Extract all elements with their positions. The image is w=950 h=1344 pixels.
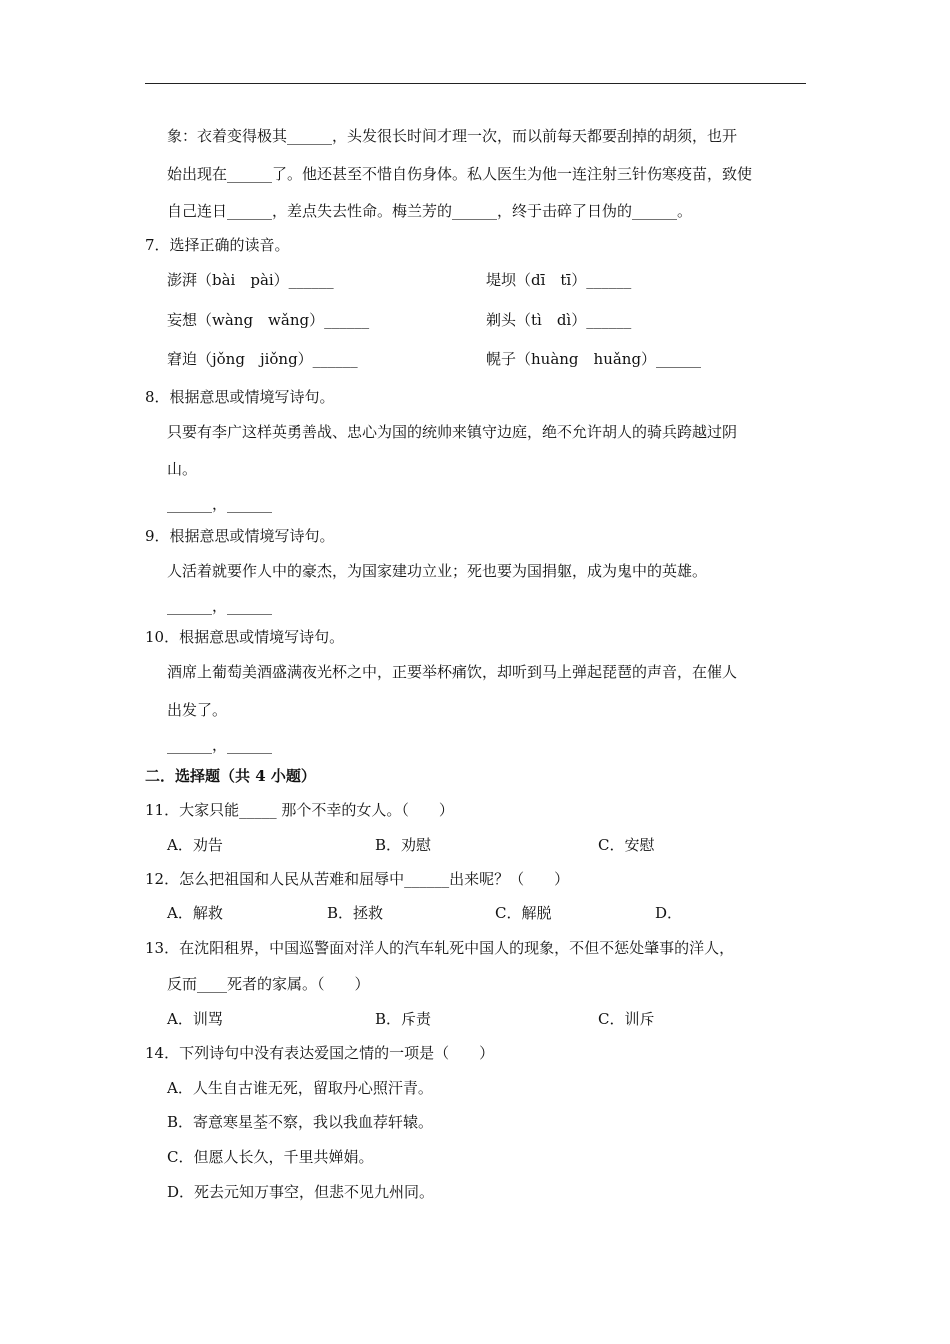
q10-text-1: 酒席上葡萄美酒盛满夜光杯之中，正要举杯痛饮，却听到马上弹起琵琶的声音，在催人 bbox=[167, 663, 738, 681]
q7-item-3: 妄想（wàng wǎng）______ bbox=[167, 311, 370, 329]
question-13-title: 13．在沈阳租界，中国巡警面对洋人的汽车轧死中国人的现象，不但不惩处肇事的洋人， bbox=[145, 939, 735, 957]
question-12-title: 12．怎么把祖国和人民从苦难和屈辱中______出来呢？（ ） bbox=[145, 870, 570, 888]
q13-option-a: A．训骂 bbox=[167, 1010, 223, 1028]
q12-option-d: D． bbox=[655, 904, 683, 922]
header-rule bbox=[145, 83, 806, 84]
q14-option-b: B．寄意寒星荃不察，我以我血荐轩辕。 bbox=[167, 1113, 434, 1131]
question-11-title: 11．大家只能_____ 那个不幸的女人。（ ） bbox=[145, 801, 454, 819]
question-14-title: 14．下列诗句中没有表达爱国之情的一项是（ ） bbox=[145, 1044, 495, 1062]
q12-option-c: C．解脱 bbox=[495, 904, 552, 922]
q7-item-5: 窘迫（jǒng jiǒng）______ bbox=[167, 350, 358, 368]
q9-answer: ______，______ bbox=[167, 597, 273, 615]
q12-option-a: A．解救 bbox=[167, 904, 223, 922]
q8-text-1: 只要有李广这样英勇善战、忠心为国的统帅来镇守边庭，绝不允许胡人的骑兵跨越过阴 bbox=[167, 423, 738, 441]
intro-line-3: 自己连日______，差点失去性命。梅兰芳的______，终于击碎了日伪的______。 bbox=[167, 202, 693, 220]
q7-item-2: 堤坝（dī tī）______ bbox=[486, 271, 632, 289]
q8-answer: ______，______ bbox=[167, 495, 273, 513]
q12-option-b: B．拯救 bbox=[327, 904, 384, 922]
q7-item-6: 幌子（huàng huǎng）______ bbox=[486, 350, 702, 368]
intro-line-1: 象：衣着变得极其______，头发很长时间才理一次，而以前每天都要刮掉的胡须，也开 bbox=[167, 127, 738, 145]
question-13-title-cont: 反而____死者的家属。（ ） bbox=[167, 975, 370, 993]
q11-option-a: A．劝告 bbox=[167, 836, 223, 854]
q7-item-1: 澎湃（bài pài）______ bbox=[167, 271, 334, 289]
question-7-title: 7．选择正确的读音。 bbox=[145, 236, 290, 254]
q8-text-2: 山。 bbox=[167, 460, 198, 478]
q10-text-2: 出发了。 bbox=[167, 701, 228, 719]
q14-option-a: A．人生自古谁无死，留取丹心照汗青。 bbox=[167, 1079, 433, 1097]
q7-item-4: 剃头（tì dì）______ bbox=[486, 311, 632, 329]
section-2-heading: 二．选择题（共 4 小题） bbox=[145, 767, 316, 785]
q13-option-b: B．斥责 bbox=[375, 1010, 432, 1028]
q11-option-b: B．劝慰 bbox=[375, 836, 432, 854]
question-10-title: 10．根据意思或情境写诗句。 bbox=[145, 628, 345, 646]
q13-option-c: C．训斥 bbox=[598, 1010, 655, 1028]
q11-option-c: C．安慰 bbox=[598, 836, 655, 854]
intro-line-2: 始出现在______了。他还甚至不惜自伤身体。私人医生为他一连注射三针伤寒疫苗，致使 bbox=[167, 165, 753, 183]
q10-answer: ______，______ bbox=[167, 736, 273, 754]
q14-option-c: C．但愿人长久，千里共婵娟。 bbox=[167, 1148, 374, 1166]
q14-option-d: D．死去元知万事空，但悲不见九州同。 bbox=[167, 1183, 435, 1201]
question-9-title: 9．根据意思或情境写诗句。 bbox=[145, 527, 335, 545]
q9-text-1: 人活着就要作人中的豪杰，为国家建功立业；死也要为国捐躯，成为鬼中的英雄。 bbox=[167, 562, 708, 580]
question-8-title: 8．根据意思或情境写诗句。 bbox=[145, 388, 335, 406]
